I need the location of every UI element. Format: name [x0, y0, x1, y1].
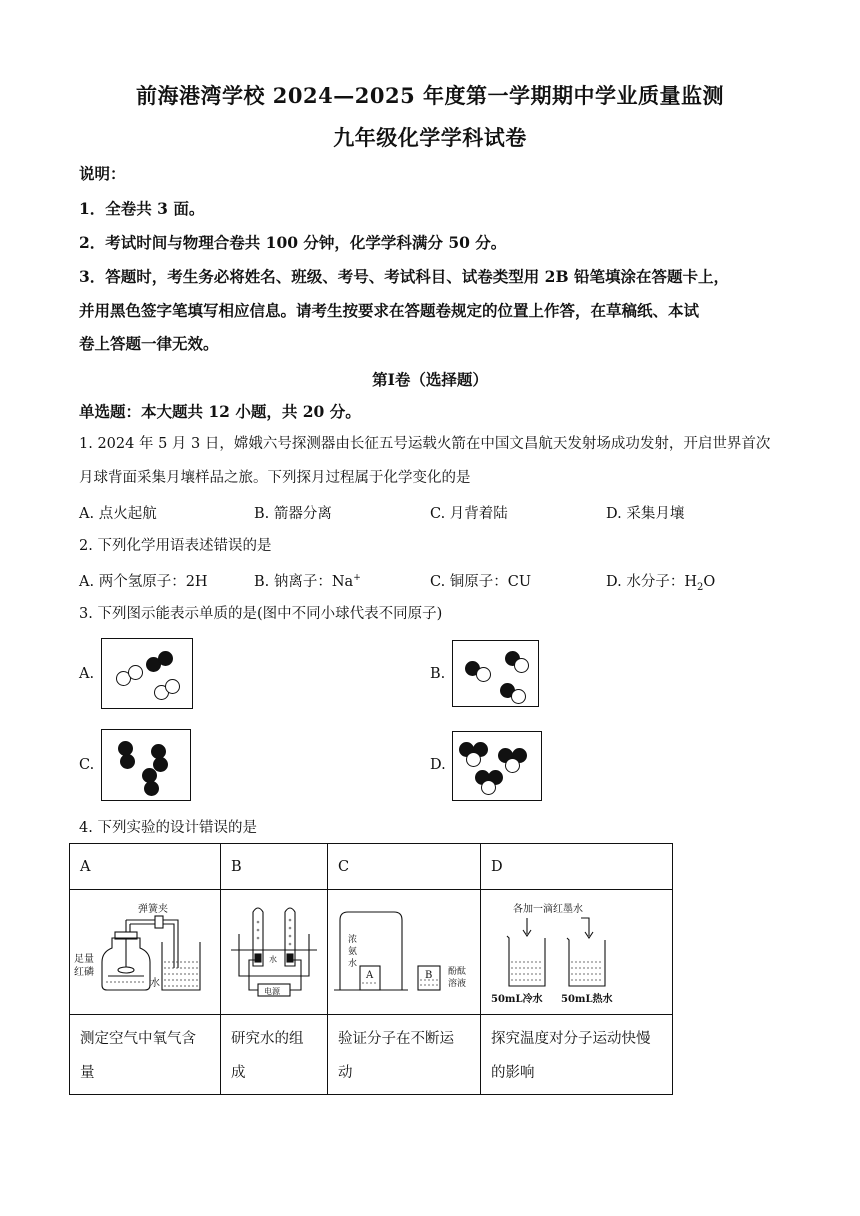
figure-a-oxygen-apparatus: [70, 890, 221, 1015]
instruction-item: 卷上答题一律无效。: [79, 334, 219, 353]
experiment-table: [69, 843, 673, 1095]
label-phenol-2: 溶液: [448, 979, 467, 989]
q3-diagram-a: [101, 638, 193, 709]
q2-option-b: B. 钠离子：Na+: [254, 573, 361, 590]
table-header-c: C: [328, 844, 481, 890]
label-red-ink: 各加一滴红墨水: [513, 904, 583, 915]
q3-diagram-c: [101, 729, 191, 801]
label-conc-3: 水: [348, 959, 358, 969]
description-c: 验证分子在不断运 动: [328, 1015, 481, 1095]
question-1-line2: 月球背面采集月壤样品之旅。下列探月过程属于化学变化的是: [79, 470, 471, 486]
instruction-item: 3．答题时，考生务必将姓名、班级、考号、考试科目、试卷类型用 2B 铅笔填涂在答题卡上，: [79, 267, 729, 286]
instructions-heading: 说明：: [79, 164, 126, 183]
description-d: 探究温度对分子运动快慢 的影响: [481, 1015, 673, 1095]
table-header-d: D: [481, 844, 673, 890]
label-water-a: 水: [150, 978, 160, 989]
instruction-item: 1．全卷共 3 面。: [79, 199, 205, 218]
label-hot-water: 50mL热水: [561, 994, 613, 1005]
q1-option-a: A. 点火起航: [79, 506, 157, 522]
label-beaker-b: B: [425, 970, 433, 981]
label-phenol-1: 酚酞: [448, 967, 467, 977]
label-conc-2: 氨: [348, 947, 358, 957]
question-1-line1: 1. 2024 年 5 月 3 日，嫦娥六号探测器由长征五号运载火箭在中国文昌航天发射场成功发射，开启世界首次: [79, 436, 771, 452]
section-title: 第Ⅰ卷（选择题）: [372, 370, 488, 389]
q3-label-d: D.: [430, 757, 446, 773]
q1-option-d: D. 采集月壤: [606, 506, 685, 522]
q1-option-b: B. 箭器分离: [254, 506, 332, 522]
label-clamp: 弹簧夹: [138, 904, 168, 915]
instruction-item: 2．考试时间与物理合卷共 100 分钟，化学学科满分 50 分。: [79, 233, 507, 252]
label-phos-2: 红磷: [74, 967, 94, 978]
description-a: 测定空气中氧气含 量: [70, 1015, 221, 1095]
description-b: 研究水的组 成: [221, 1015, 328, 1095]
label-cold-water: 50mL冷水: [491, 994, 543, 1005]
table-header-a: A: [70, 844, 221, 890]
q1-option-c: C. 月背着陆: [430, 506, 508, 522]
label-water-b: 水: [269, 955, 277, 964]
figure-c-ammonia-bell: [328, 890, 481, 1015]
q3-diagram-d: [452, 731, 542, 801]
label-phos-1: 足量: [74, 954, 94, 965]
exam-title: 前海港湾学校 2024—2025 年度第一学期期中学业质量监测: [135, 83, 724, 108]
label-conc-1: 浓: [348, 935, 358, 945]
section-intro: 单选题：本大题共 12 小题，共 20 分。: [79, 402, 361, 421]
question-4-stem: 4. 下列实验的设计错误的是: [79, 820, 257, 836]
q3-label-b: B.: [430, 666, 446, 682]
exam-subtitle: 九年级化学学科试卷: [333, 125, 527, 150]
table-header-b: B: [221, 844, 328, 890]
q2-option-a: A. 两个氢原子：2H: [79, 574, 208, 590]
figure-d-temperature: [481, 890, 673, 1015]
q3-label-c: C.: [79, 757, 95, 773]
q3-diagram-b: [452, 640, 539, 707]
q2-option-c: C. 铜原子：CU: [430, 574, 532, 590]
question-2-stem: 2. 下列化学用语表述错误的是: [79, 538, 272, 554]
label-power: 电源: [264, 987, 280, 996]
question-3-stem: 3. 下列图示能表示单质的是(图中不同小球代表不同原子): [79, 606, 443, 622]
instruction-item: 并用黑色签字笔填写相应信息。请考生按要求在答题卷规定的位置上作答，在草稿纸、本试: [79, 301, 700, 320]
q2-option-d: D. 水分子：$H_2O$: [606, 574, 716, 593]
q3-label-a: A.: [79, 666, 95, 682]
figure-b-electrolysis: [221, 890, 328, 1015]
label-beaker-a: A: [366, 970, 374, 981]
